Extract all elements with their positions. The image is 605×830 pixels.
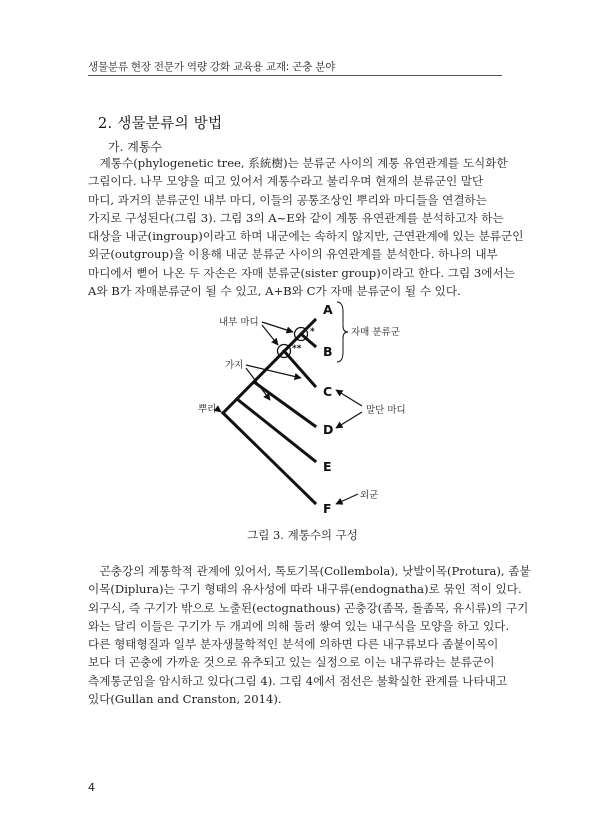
leaf-label-d: D bbox=[323, 422, 334, 437]
leaf-label-b: B bbox=[323, 344, 333, 359]
root-label: 뿌리 bbox=[198, 404, 217, 415]
branch-to-f bbox=[223, 413, 315, 503]
paragraph-line: 대상을 내군(ingroup)이라고 하며 내군에는 속하지 않지만, 근연관계에 있는 분류군인 bbox=[88, 229, 524, 244]
sister-group-brace bbox=[337, 302, 348, 362]
node-mark-single: * bbox=[310, 327, 315, 337]
sister-group-label: 자매 분류군 bbox=[351, 327, 400, 338]
outgroup-label: 외군 bbox=[360, 490, 379, 501]
paragraph-line: 그림이다. 나무 모양을 띠고 있어서 계통수라고 불리우며 현재의 분류군인 말단 bbox=[88, 174, 484, 189]
paragraph-line: 측계통군임을 암시하고 있다(그림 4). 그림 4에서 점선은 불확실한 관계를 나타내고 bbox=[88, 673, 508, 688]
leaf-label-c: C bbox=[323, 384, 333, 399]
terminal-node-label: 말단 마디 bbox=[366, 405, 406, 416]
paragraph-line: 있다(Gullan and Cranston, 2014). bbox=[88, 692, 282, 707]
paragraph-phylogenetic-tree bbox=[88, 154, 524, 300]
paragraph-line: 이목(Diplura)는 구기 형태의 유사성에 따라 내구류(endognatha)로 묶인 적이 있다. bbox=[88, 582, 522, 597]
paragraph-line: 계통수(phylogenetic tree, 系統樹)는 분류군 사이의 계통 유연관계를 도식화한 bbox=[88, 156, 508, 170]
internal-node-label: 내부 마디 bbox=[219, 317, 259, 328]
header-divider bbox=[88, 75, 502, 76]
node-mark-double: ** bbox=[292, 344, 302, 354]
leaf-label-a: A bbox=[323, 302, 333, 317]
tree-diagram bbox=[190, 298, 430, 516]
paragraph-line: 마디, 과거의 분류군인 내부 마디, 이들의 공통조상인 뿌리와 마디들을 연결하는 bbox=[88, 192, 487, 207]
paragraph-line: 와는 달리 이들은 구기가 두 개괴에 의해 둘러 쌓여 있는 내구식을 모양을 하고 있다. bbox=[88, 618, 510, 633]
terminal-node-arrows bbox=[336, 390, 362, 428]
outgroup-arrow bbox=[336, 494, 358, 504]
paragraph-line: 마디에서 뻗어 나온 두 자손은 자매 분류군(sister group)이라고 한다. 그림 3에서는 bbox=[88, 265, 515, 280]
figure-caption: 그림 3. 계통수의 구성 bbox=[247, 528, 358, 542]
leaf-label-f: F bbox=[323, 501, 332, 516]
subsection-title: 가. 계통수 bbox=[108, 140, 162, 154]
paragraph-line: 곤충강의 계통학적 관계에 있어서, 톡토기목(Collembola), 낫발이목(Protura), 좀붙 bbox=[88, 564, 531, 578]
page-number: 4 bbox=[88, 781, 95, 794]
paragraph-line: A와 B가 자매분류군이 될 수 있고, A+B와 C가 자매 분류군이 될 수 있다. bbox=[88, 284, 461, 299]
root-arrow bbox=[217, 409, 221, 412]
paragraph-line: 다른 형태형질과 일부 분자생물학적인 분석에 의하면 다른 내구류보다 좀붙이목이 bbox=[88, 637, 499, 652]
paragraph-line: 외구식, 즉 구기가 밖으로 노출된(ectognathous) 곤충강(좀목, 돌좀목, 유시류)의 구기 bbox=[88, 600, 529, 615]
paragraph-line: 보다 더 곤충에 가까운 것으로 유추되고 있는 실정으로 이는 내구류라는 분류군이 bbox=[88, 655, 495, 670]
paragraph-line: 외군(outgroup)을 이용해 내군 분류군 사이의 유연관계를 분석한다. 하나의 내부 bbox=[88, 247, 498, 262]
paragraph-line: 가지로 구성된다(그림 3). 그림 3의 A~E와 같이 계통 유연관계를 분석하고자 하는 bbox=[88, 210, 504, 225]
phylogenetic-tree-figure bbox=[190, 298, 430, 516]
leaf-label-e: E bbox=[323, 459, 332, 474]
paragraph-insect-phylogeny bbox=[88, 562, 531, 708]
running-header: 생물분류 현장 전문가 역량 강화 교육용 교재: 곤충 분야 bbox=[88, 61, 336, 73]
internal-node-arrows bbox=[262, 322, 293, 345]
section-title: 2. 생물분류의 방법 bbox=[98, 116, 223, 132]
branch-label: 가지 bbox=[225, 360, 244, 371]
branch-to-e bbox=[237, 399, 315, 461]
